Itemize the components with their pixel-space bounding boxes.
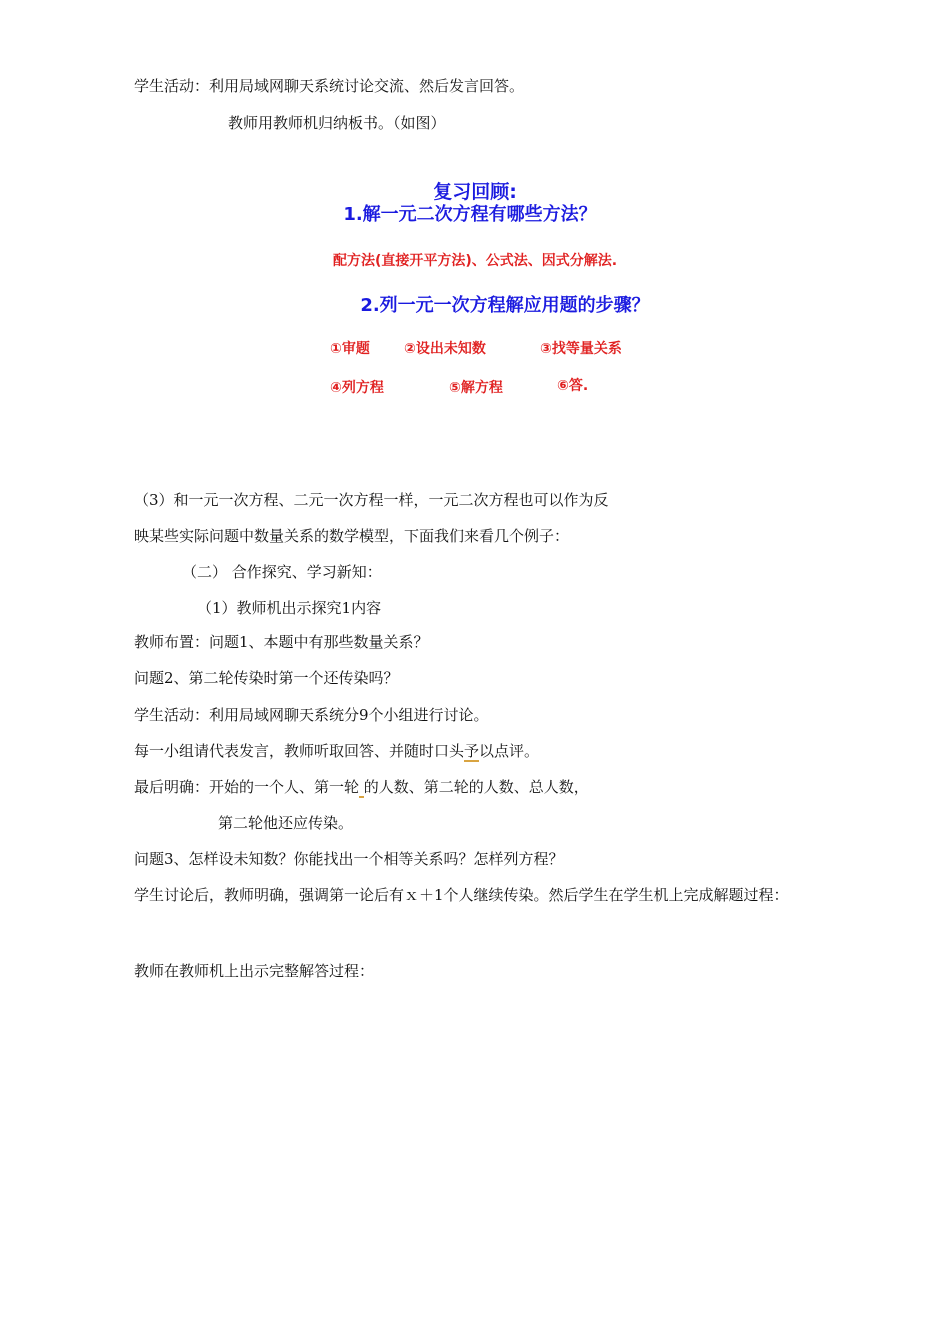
- student-activity-2-line: 学生活动：利用局域网聊天系统分9个小组进行讨论。: [134, 706, 489, 724]
- final-clarify-text-b: 的人数、第二轮的人数、总人数，: [363, 778, 589, 796]
- student-activity-line: 学生活动：利用局域网聊天系统讨论交流、然后发言回答。: [134, 77, 525, 95]
- paragraph-3-line-2: 映某些实际问题中数量关系的数学模型，下面我们来看几个例子：: [134, 527, 570, 545]
- group-report-marked-char: 予: [464, 742, 480, 760]
- board-answer-1: 配方法(直接开平方法)、公式法、因式分解法.: [333, 253, 618, 269]
- teacher-board-line: 教师用教师机归纳板书。（如图）: [228, 114, 446, 132]
- board-question-1: 1.解一元二次方程有哪些方法？: [343, 204, 597, 225]
- question-3-line: 问题3、怎样设未知数？你能找出一个相等关系吗？怎样列方程？: [134, 850, 564, 868]
- group-report-text-b: 以点评。: [479, 742, 540, 760]
- board-step-3: ③找等量关系: [540, 341, 622, 357]
- board-step-4: ④列方程: [330, 380, 384, 396]
- group-report-line: [134, 741, 539, 761]
- final-clarify-text-a: 最后明确：开始的一个人、第一轮: [134, 778, 360, 796]
- board-step-1: ①审题: [330, 341, 370, 357]
- group-report-text-a: 每一小组请代表发言，教师听取回答、并随时口头: [134, 742, 465, 760]
- board-step-6: ⑥答.: [557, 378, 589, 394]
- teacher-task-line: 教师布置：问题1、本题中有那些数量关系？: [134, 633, 429, 651]
- final-clarify-line-2: 第二轮他还应传染。: [218, 814, 354, 832]
- board-question-2: 2.列一元一次方程解应用题的步骤？: [360, 295, 650, 316]
- section-2-heading: （二） 合作探究、学习新知：: [182, 563, 382, 581]
- final-clarify-line: [134, 777, 589, 797]
- question-2-line: 问题2、第二轮传染时第一个还传染吗？: [134, 669, 399, 687]
- discussion-line: 学生讨论后，教师明确，强调第一论后有ｘ＋1个人继续传染。然后学生在学生机上完成解题过程：: [134, 886, 789, 904]
- subsection-1-heading: （1）教师机出示探究1内容: [197, 599, 382, 617]
- paragraph-3-line-1: （3）和一元一次方程、二元一次方程一样，一元二次方程也可以作为反: [134, 491, 609, 509]
- board-step-2: ②设出未知数: [404, 341, 486, 357]
- teacher-show-line: 教师在教师机上出示完整解答过程：: [134, 962, 375, 980]
- board-step-5: ⑤解方程: [449, 380, 503, 396]
- board-title: 复习回顾:: [433, 181, 517, 203]
